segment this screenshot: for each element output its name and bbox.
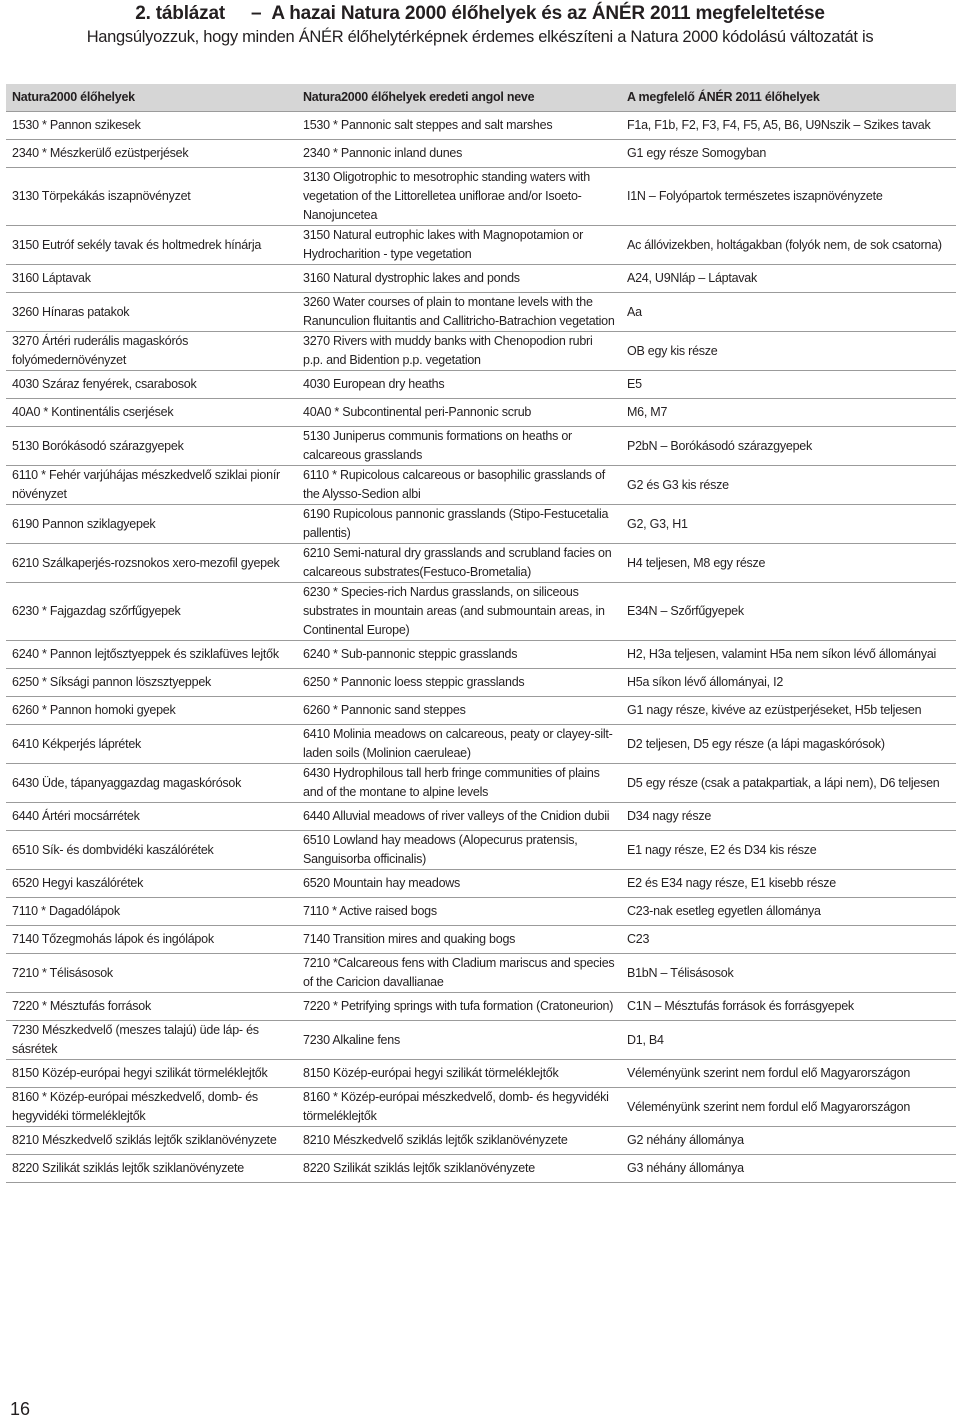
table-row (6, 1088, 956, 1127)
cell-aner-habitats: C23-nak esetleg egyetlen állománya (621, 898, 956, 926)
cell-aner-habitats: M6, M7 (621, 399, 956, 427)
table-row (6, 831, 956, 870)
column-header-english-name: Natura2000 élőhelyek eredeti angol neve (297, 84, 621, 112)
cell-aner-habitats: I1N – Folyópartok természetes iszapnövényzete (621, 168, 956, 226)
cell-aner-habitats: E5 (621, 371, 956, 399)
cell-english-name: 7230 Alkaline fens (297, 1021, 621, 1060)
table-row (6, 1060, 956, 1088)
cell-english-name: 6510 Lowland hay meadows (Alopecurus pratensis, Sanguisorba officinalis) (297, 831, 621, 870)
cell-natura-name: 8220 Szilikát sziklás lejtők sziklanövényzete (6, 1155, 297, 1183)
cell-natura-name: 6240 * Pannon lejtősztyeppek és sziklafüves lejtők (6, 641, 297, 669)
table-row (6, 1127, 956, 1155)
cell-aner-habitats: P2bN – Borókásodó szárazgyepek (621, 427, 956, 466)
cell-english-name: 6260 * Pannonic sand steppes (297, 697, 621, 725)
table-row (6, 993, 956, 1021)
cell-english-name: 6230 * Species-rich Nardus grasslands, on siliceous substrates in mountain areas (and submountain areas, in Continental Europe) (297, 583, 621, 641)
cell-english-name: 7110 * Active raised bogs (297, 898, 621, 926)
cell-aner-habitats: OB egy kis része (621, 332, 956, 371)
cell-natura-name: 6250 * Síksági pannon löszsztyeppek (6, 669, 297, 697)
table-row (6, 641, 956, 669)
column-header-aner: A megfelelő ÁNÉR 2011 élőhelyek (621, 84, 956, 112)
table-row (6, 332, 956, 371)
table-row (6, 466, 956, 505)
cell-aner-habitats: G3 néhány állománya (621, 1155, 956, 1183)
page-header (0, 2, 960, 48)
cell-english-name: 6430 Hydrophilous tall herb fringe communities of plains and of the montane to alpine levels (297, 764, 621, 803)
table-row (6, 1021, 956, 1060)
cell-natura-name: 6260 * Pannon homoki gyepek (6, 697, 297, 725)
cell-natura-name: 8160 * Közép-európai mészkedvelő, domb- és hegyvidéki törmeléklejtők (6, 1088, 297, 1127)
cell-aner-habitats: A24, U9Nláp – Láptavak (621, 265, 956, 293)
cell-english-name: 3260 Water courses of plain to montane levels with the Ranunculion fluitantis and Callitricho-Batrachion vegetation (297, 293, 621, 332)
cell-aner-habitats: G1 nagy része, kivéve az ezüstperjéseket, H5b teljesen (621, 697, 956, 725)
cell-aner-habitats: F1a, F1b, F2, F3, F4, F5, A5, B6, U9Nszik – Szikes tavak (621, 112, 956, 140)
cell-natura-name: 6430 Üde, tápanyaggazdag magaskórósok (6, 764, 297, 803)
cell-english-name: 3270 Rivers with muddy banks with Chenopodion rubri p.p. and Bidention p.p. vegetation (297, 332, 621, 371)
table-row (6, 427, 956, 466)
cell-aner-habitats: G1 egy része Somogyban (621, 140, 956, 168)
cell-aner-habitats: D34 nagy része (621, 803, 956, 831)
table-title-text: A hazai Natura 2000 élőhelyek és az ÁNÉR 2011 megfeleltetése (271, 3, 825, 24)
cell-aner-habitats: H4 teljesen, M8 egy része (621, 544, 956, 583)
cell-natura-name: 8150 Közép-európai hegyi szilikát törmeléklejtők (6, 1060, 297, 1088)
cell-aner-habitats: G2 néhány állománya (621, 1127, 956, 1155)
cell-english-name: 1530 * Pannonic salt steppes and salt marshes (297, 112, 621, 140)
cell-english-name: 7210 *Calcareous fens with Cladium mariscus and species of the Caricion davallianae (297, 954, 621, 993)
cell-english-name: 6520 Mountain hay meadows (297, 870, 621, 898)
table-row (6, 226, 956, 265)
table-row (6, 505, 956, 544)
table-row (6, 926, 956, 954)
cell-natura-name: 2340 * Mészkerülő ezüstperjések (6, 140, 297, 168)
table-row (6, 898, 956, 926)
cell-english-name: 6110 * Rupicolous calcareous or basophilic grasslands of the Alysso-Sedion albi (297, 466, 621, 505)
cell-english-name: 7140 Transition mires and quaking bogs (297, 926, 621, 954)
cell-aner-habitats: C23 (621, 926, 956, 954)
cell-english-name: 8160 * Közép-európai mészkedvelő, domb- és hegyvidéki törmeléklejtők (297, 1088, 621, 1127)
cell-natura-name: 3130 Törpekákás iszapnövényzet (6, 168, 297, 226)
table-row (6, 764, 956, 803)
habitat-correspondence-table (6, 84, 956, 1183)
cell-english-name: 2340 * Pannonic inland dunes (297, 140, 621, 168)
cell-english-name: 6240 * Sub-pannonic steppic grasslands (297, 641, 621, 669)
table-title (0, 2, 960, 26)
cell-natura-name: 3260 Hínaras patakok (6, 293, 297, 332)
table-body (6, 112, 956, 1183)
table-row (6, 371, 956, 399)
table-row (6, 583, 956, 641)
column-header-natura: Natura2000 élőhelyek (6, 84, 297, 112)
cell-natura-name: 6440 Ártéri mocsárrétek (6, 803, 297, 831)
cell-natura-name: 6190 Pannon sziklagyepek (6, 505, 297, 544)
cell-natura-name: 7210 * Télisásosok (6, 954, 297, 993)
cell-english-name: 3150 Natural eutrophic lakes with Magnopotamion or Hydrocharition - type vegetation (297, 226, 621, 265)
cell-aner-habitats: B1bN – Télisásosok (621, 954, 956, 993)
page-number: 16 (10, 1399, 31, 1419)
cell-natura-name: 6510 Sík- és dombvidéki kaszálórétek (6, 831, 297, 870)
cell-aner-habitats: D2 teljesen, D5 egy része (a lápi magaskórósok) (621, 725, 956, 764)
cell-natura-name: 3270 Ártéri ruderális magaskórós folyómedernövényzet (6, 332, 297, 371)
cell-natura-name: 7140 Tőzegmohás lápok és ingólápok (6, 926, 297, 954)
cell-natura-name: 8210 Mészkedvelő sziklás lejtők sziklanövényzete (6, 1127, 297, 1155)
table-row (6, 293, 956, 332)
cell-natura-name: 40A0 * Kontinentális cserjések (6, 399, 297, 427)
table-row (6, 803, 956, 831)
table-header-row (6, 84, 956, 112)
table-row (6, 954, 956, 993)
cell-english-name: 4030 European dry heaths (297, 371, 621, 399)
cell-aner-habitats: C1N – Mésztufás források és forrásgyepek (621, 993, 956, 1021)
cell-english-name: 8220 Szilikát sziklás lejtők sziklanövényzete (297, 1155, 621, 1183)
cell-natura-name: 7220 * Mésztufás források (6, 993, 297, 1021)
cell-english-name: 6190 Rupicolous pannonic grasslands (Stipo-Festucetalia pallentis) (297, 505, 621, 544)
cell-natura-name: 4030 Száraz fenyérek, csarabosok (6, 371, 297, 399)
table-row (6, 669, 956, 697)
cell-natura-name: 1530 * Pannon szikesek (6, 112, 297, 140)
table-row (6, 870, 956, 898)
table-row (6, 168, 956, 226)
cell-english-name: 6210 Semi-natural dry grasslands and scrubland facies on calcareous substrates(Festuco-Brometalia) (297, 544, 621, 583)
table-row (6, 1155, 956, 1183)
cell-english-name: 7220 * Petrifying springs with tufa formation (Cratoneurion) (297, 993, 621, 1021)
cell-aner-habitats: D5 egy része (csak a patakpartiak, a lápi nem), D6 teljesen (621, 764, 956, 803)
cell-aner-habitats: Aa (621, 293, 956, 332)
cell-aner-habitats: H5a síkon lévő állományai, I2 (621, 669, 956, 697)
cell-english-name: 6250 * Pannonic loess steppic grasslands (297, 669, 621, 697)
table-subtitle: Hangsúlyozzuk, hogy minden ÁNÉR élőhelytérképnek érdemes elkészíteni a Natura 2000 kódolású változatát is (86, 28, 874, 46)
cell-aner-habitats: G2 és G3 kis része (621, 466, 956, 505)
cell-aner-habitats: G2, G3, H1 (621, 505, 956, 544)
table-row (6, 544, 956, 583)
cell-natura-name: 6210 Szálkaperjés-rozsnokos xero-mezofil gyepek (6, 544, 297, 583)
cell-aner-habitats: D1, B4 (621, 1021, 956, 1060)
cell-english-name: 5130 Juniperus communis formations on heaths or calcareous grasslands (297, 427, 621, 466)
cell-natura-name: 6230 * Fajgazdag szőrfűgyepek (6, 583, 297, 641)
table-row (6, 697, 956, 725)
table-row (6, 112, 956, 140)
cell-natura-name: 6520 Hegyi kaszálórétek (6, 870, 297, 898)
table-row (6, 725, 956, 764)
cell-natura-name: 3150 Eutróf sekély tavak és holtmedrek hínárja (6, 226, 297, 265)
cell-aner-habitats: Ac állóvizekben, holtágakban (folyók nem, de sok csatorna) (621, 226, 956, 265)
cell-natura-name: 7110 * Dagadólápok (6, 898, 297, 926)
cell-aner-habitats: Véleményünk szerint nem fordul elő Magyarországon (621, 1060, 956, 1088)
cell-english-name: 6440 Alluvial meadows of river valleys of the Cnidion dubii (297, 803, 621, 831)
cell-aner-habitats: E1 nagy része, E2 és D34 kis része (621, 831, 956, 870)
cell-natura-name: 3160 Láptavak (6, 265, 297, 293)
cell-english-name: 40A0 * Subcontinental peri-Pannonic scrub (297, 399, 621, 427)
table-row (6, 265, 956, 293)
table-row (6, 140, 956, 168)
title-dash: – (250, 3, 262, 24)
cell-english-name: 3130 Oligotrophic to mesotrophic standing waters with vegetation of the Littorelletea uniflorae and/or Isoeto-Nanojuncetea (297, 168, 621, 226)
cell-aner-habitats: E34N – Szőrfűgyepek (621, 583, 956, 641)
cell-english-name: 3160 Natural dystrophic lakes and ponds (297, 265, 621, 293)
cell-english-name: 8150 Közép-európai hegyi szilikát törmeléklejtők (297, 1060, 621, 1088)
cell-english-name: 6410 Molinia meadows on calcareous, peaty or clayey-silt-laden soils (Molinion caeruleae) (297, 725, 621, 764)
table-number: 2. táblázat (135, 3, 225, 24)
cell-natura-name: 6410 Kékperjés láprétek (6, 725, 297, 764)
cell-aner-habitats: H2, H3a teljesen, valamint H5a nem síkon lévő állományai (621, 641, 956, 669)
cell-natura-name: 7230 Mészkedvelő (meszes talajú) üde láp- és sásrétek (6, 1021, 297, 1060)
cell-natura-name: 6110 * Fehér varjúhájas mészkedvelő sziklai pionír növényzet (6, 466, 297, 505)
table-row (6, 399, 956, 427)
cell-aner-habitats: E2 és E34 nagy része, E1 kisebb része (621, 870, 956, 898)
cell-english-name: 8210 Mészkedvelő sziklás lejtők sziklanövényzete (297, 1127, 621, 1155)
cell-aner-habitats: Véleményünk szerint nem fordul elő Magyarországon (621, 1088, 956, 1127)
cell-natura-name: 5130 Borókásodó szárazgyepek (6, 427, 297, 466)
